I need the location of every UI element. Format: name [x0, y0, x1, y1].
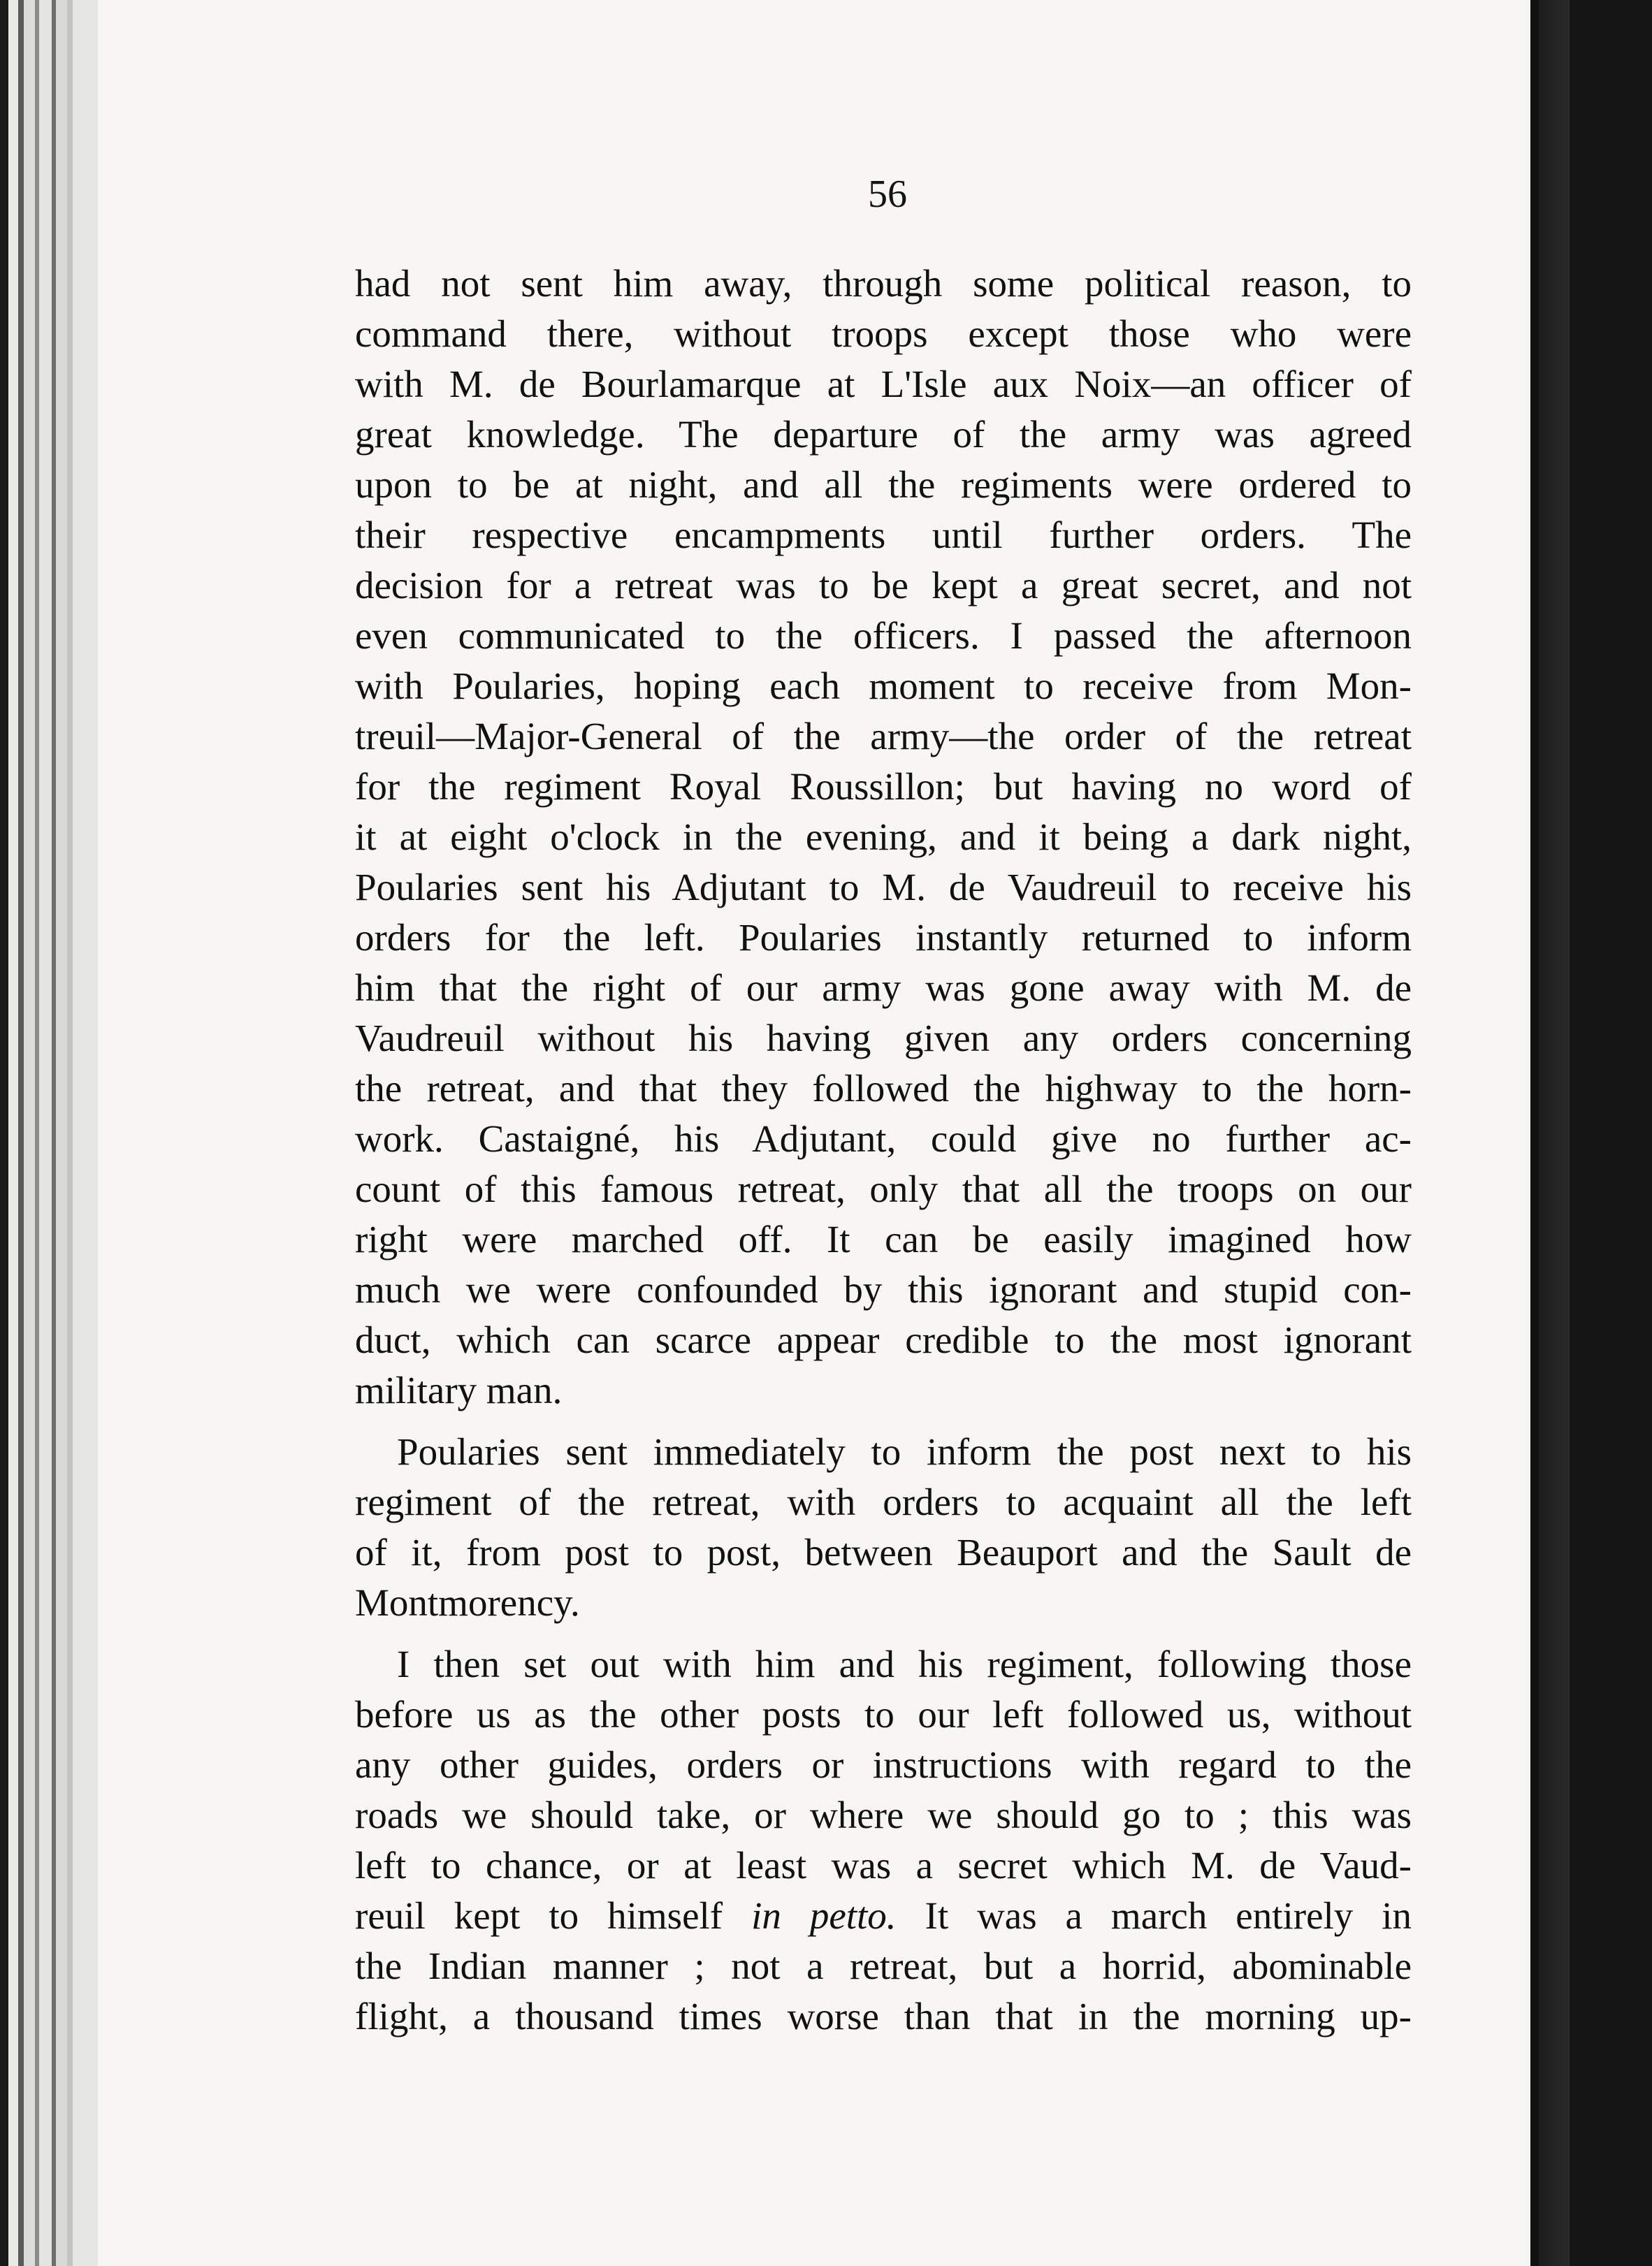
- text-line: roads we should take, or where we should go to ; this was: [355, 1794, 1412, 1836]
- body-text: [355, 259, 1412, 2042]
- text-line: the Indian manner ; not a retreat, but a horrid, abominable: [355, 1945, 1412, 1987]
- text-line: the retreat, and that they followed the highway to the horn-: [355, 1067, 1412, 1110]
- paragraph-1: [355, 259, 1412, 1416]
- text-line: much we were confounded by this ignorant and stupid con-: [355, 1268, 1412, 1311]
- text-line: before us as the other posts to our left followed us, without: [355, 1693, 1412, 1736]
- text-line: Montmorency.: [355, 1581, 580, 1624]
- text-line: decision for a retreat was to be kept a great secret, and not: [355, 564, 1412, 607]
- paragraph-gap: [355, 1416, 1412, 1427]
- italic-phrase: in petto.: [751, 1894, 897, 1937]
- text-line: with M. de Bourlamarque at L'Isle aux Noix—an officer of: [355, 363, 1412, 405]
- text-line: any other guides, orders or instructions with regard to the: [355, 1743, 1412, 1786]
- text-line: Vaudreuil without his having given any orders concerning: [355, 1017, 1412, 1059]
- paragraph-gap: [355, 1628, 1412, 1639]
- text-line: for the regiment Royal Roussillon; but having no word of: [355, 765, 1412, 808]
- text-line: duct, which can scarce appear credible to the most ignorant: [355, 1319, 1412, 1361]
- text-line: their respective encampments until further orders. The: [355, 514, 1412, 556]
- page-number: 56: [868, 173, 907, 216]
- text-line: Poularies sent his Adjutant to M. de Vaudreuil to receive his: [355, 866, 1412, 908]
- text-line: of it, from post to post, between Beauport and the Sault de: [355, 1531, 1412, 1574]
- text-line: flight, a thousand times worse than that in the morning up-: [355, 1995, 1412, 2038]
- text-line: treuil—Major-General of the army—the order of the retreat: [355, 715, 1412, 757]
- text-line-mixed: [355, 1891, 1412, 1941]
- text-line: left to chance, or at least was a secret which M. de Vaud-: [355, 1844, 1412, 1887]
- text-line: great knowledge. The departure of the army was agreed: [355, 413, 1412, 456]
- text-line: right were marched off. It can be easily imagined how: [355, 1218, 1412, 1261]
- text-line: work. Castaigné, his Adjutant, could give no further ac-: [355, 1117, 1412, 1160]
- paragraph-2: [355, 1427, 1412, 1628]
- text-line: orders for the left. Poularies instantly returned to inform: [355, 916, 1412, 959]
- text-segment: It was a march entirely in: [925, 1894, 1412, 1937]
- text-line: even communicated to the officers. I passed the afternoon: [355, 614, 1412, 657]
- text-line: him that the right of our army was gone away with M. de: [355, 966, 1412, 1009]
- text-line: with Poularies, hoping each moment to receive from Mon-: [355, 664, 1412, 707]
- text-line: Poularies sent immediately to inform the post next to his: [397, 1430, 1412, 1473]
- text-line: I then set out with him and his regiment, following those: [397, 1643, 1412, 1685]
- text-line: military man.: [355, 1369, 563, 1411]
- text-segment: reuil kept to himself: [355, 1894, 723, 1937]
- text-line: had not sent him away, through some political reason, to: [355, 262, 1412, 305]
- text-line: upon to be at night, and all the regiments were ordered to: [355, 463, 1412, 506]
- text-line: count of this famous retreat, only that all the troops on our: [355, 1168, 1412, 1210]
- text-line: command there, without troops except those who were: [355, 312, 1412, 355]
- right-binding-shadow: [1528, 0, 1652, 2266]
- text-line: it at eight o'clock in the evening, and it being a dark night,: [355, 815, 1412, 858]
- text-line: regiment of the retreat, with orders to acquaint all the left: [355, 1481, 1412, 1523]
- paragraph-3: [355, 1639, 1412, 2042]
- left-page-edges: [0, 0, 98, 2266]
